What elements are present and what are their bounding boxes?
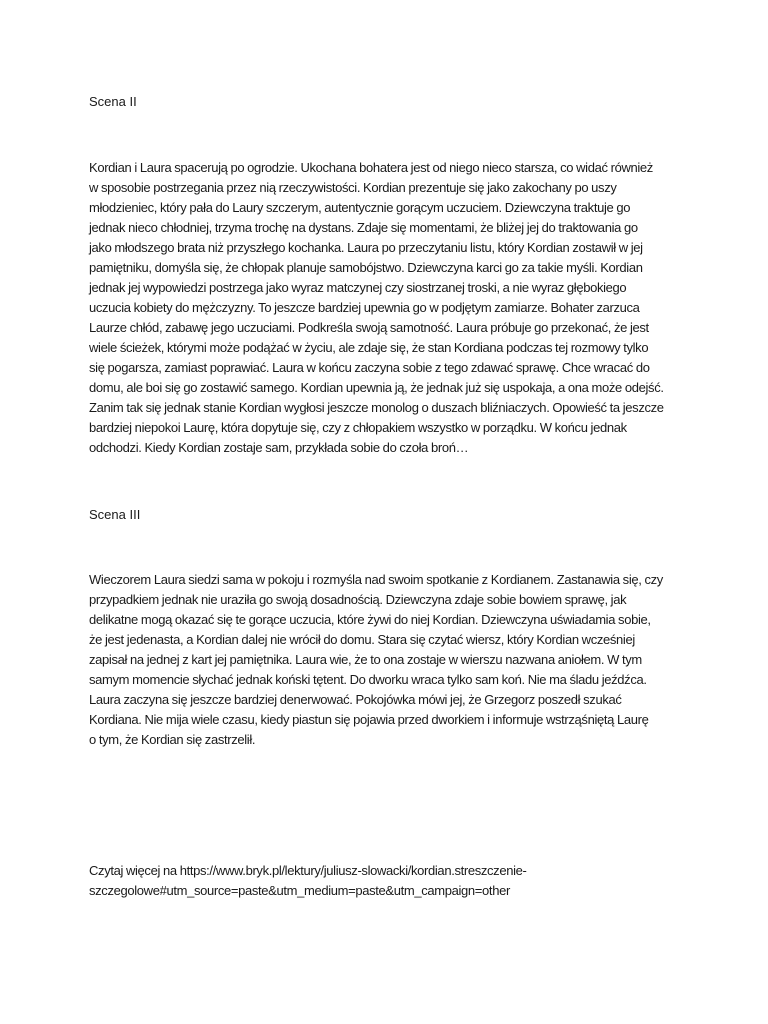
paragraph-line: pamiętniku, domyśla się, że chłopak planuje samobójstwo. Dziewczyna karci go za takie myśli. Kordian	[89, 260, 643, 275]
scene-3-paragraph	[89, 570, 689, 750]
paragraph-line: samym momencie słychać jednak koński tętent. Do dworku wraca tylko sam koń. Nie ma śladu jeźdźca.	[89, 672, 647, 687]
paragraph-line: uczucia kobiety do mężczyzny. To jeszcze bardziej upewnia go w podjętym zamiarze. Bohater zarzuca	[89, 300, 640, 315]
paragraph-line: się pogarsza, zamiast poprawiać. Laura w końcu zaczyna sobie z tego zdawać sprawę. Chce wracać do	[89, 360, 650, 375]
paragraph-line: Kordian i Laura spacerują po ogrodzie. Ukochana bohatera jest od niego nieco starsza, co widać również	[89, 160, 653, 175]
paragraph-line: odchodzi. Kiedy Kordian zostaje sam, przykłada sobie do czoła broń…	[89, 440, 469, 455]
paragraph-line: młodzieniec, który pała do Laury szczerym, autentycznie gorącym uczuciem. Dziewczyna traktuje go	[89, 200, 631, 215]
source-line: szczegolowe#utm_source=paste&utm_medium=paste&utm_campaign=other	[89, 883, 510, 898]
paragraph-line: Wieczorem Laura siedzi sama w pokoju i rozmyśla nad swoim spotkanie z Kordianem. Zastanawia się, czy	[89, 572, 663, 587]
paragraph-line: o tym, że Kordian się zastrzelił.	[89, 732, 256, 747]
paragraph-line: jako młodszego brata niż przyszłego kochanka. Laura po przeczytaniu listu, który Kordian zostawił w jej	[89, 240, 643, 255]
paragraph-line: Laura zaczyna się jeszcze bardziej denerwować. Pokojówka mówi jej, że Grzegorz poszedł szukać	[89, 692, 622, 707]
scene-2-heading: Scena II	[89, 94, 137, 109]
paragraph-line: jednak nieco chłodniej, trzyma trochę na dystans. Zdaje się momentami, że bliżej jej do traktowania go	[89, 220, 638, 235]
paragraph-line: jednak jej wypowiedzi postrzega jako wyraz matczynej czy siostrzanej troski, a nie wyraz głębokiego	[89, 280, 627, 295]
source-note	[89, 861, 689, 901]
paragraph-line: że jest jedenasta, a Kordian dalej nie wrócił do domu. Stara się czytać wiersz, który Kordian wcześniej	[89, 632, 635, 647]
scene-3-heading: Scena III	[89, 507, 141, 522]
paragraph-line: domu, ale boi się go zostawić samego. Kordian upewnia ją, że jednak już się uspokaja, a ona może odejść.	[89, 380, 664, 395]
paragraph-line: Laurze chłód, zabawę jego uczuciami. Podkreśla swoją samotność. Laura próbuje go przekonać, że jest	[89, 320, 649, 335]
source-line: Czytaj więcej na https://www.bryk.pl/lektury/juliusz-slowacki/kordian.streszczenie-	[89, 863, 527, 878]
paragraph-line: Kordiana. Nie mija wiele czasu, kiedy piastun się pojawia przed dworkiem i informuje wstrząśniętą Laurę	[89, 712, 649, 727]
scene-2-paragraph	[89, 158, 689, 458]
paragraph-line: wiele ścieżek, którymi może podążać w życiu, ale zdaje się, że stan Kordiana podczas tej rozmowy tylko	[89, 340, 649, 355]
paragraph-line: bardziej niepokoi Laurę, która dopytuje się, czy z chłopakiem wszystko w porządku. W końcu jednak	[89, 420, 627, 435]
paragraph-line: delikatne mogą okazać się te gorące uczucia, które żywi do niej Kordian. Dziewczyna uświadamia sobie,	[89, 612, 651, 627]
paragraph-line: w sposobie postrzegania przez nią rzeczywistości. Kordian prezentuje się jako zakochany po uszy	[89, 180, 617, 195]
paragraph-line: przypadkiem jednak nie uraziła go swoją dosadnością. Dziewczyna zdaje sobie bowiem sprawę, jak	[89, 592, 627, 607]
paragraph-line: Zanim tak się jednak stanie Kordian wygłosi jeszcze monolog o duszach bliźniaczych. Opowieść ta jeszcze	[89, 400, 664, 415]
paragraph-line: zapisał na jednej z kart jej pamiętnika. Laura wie, że to ona zostaje w wierszu nazwana aniołem. W tym	[89, 652, 642, 667]
